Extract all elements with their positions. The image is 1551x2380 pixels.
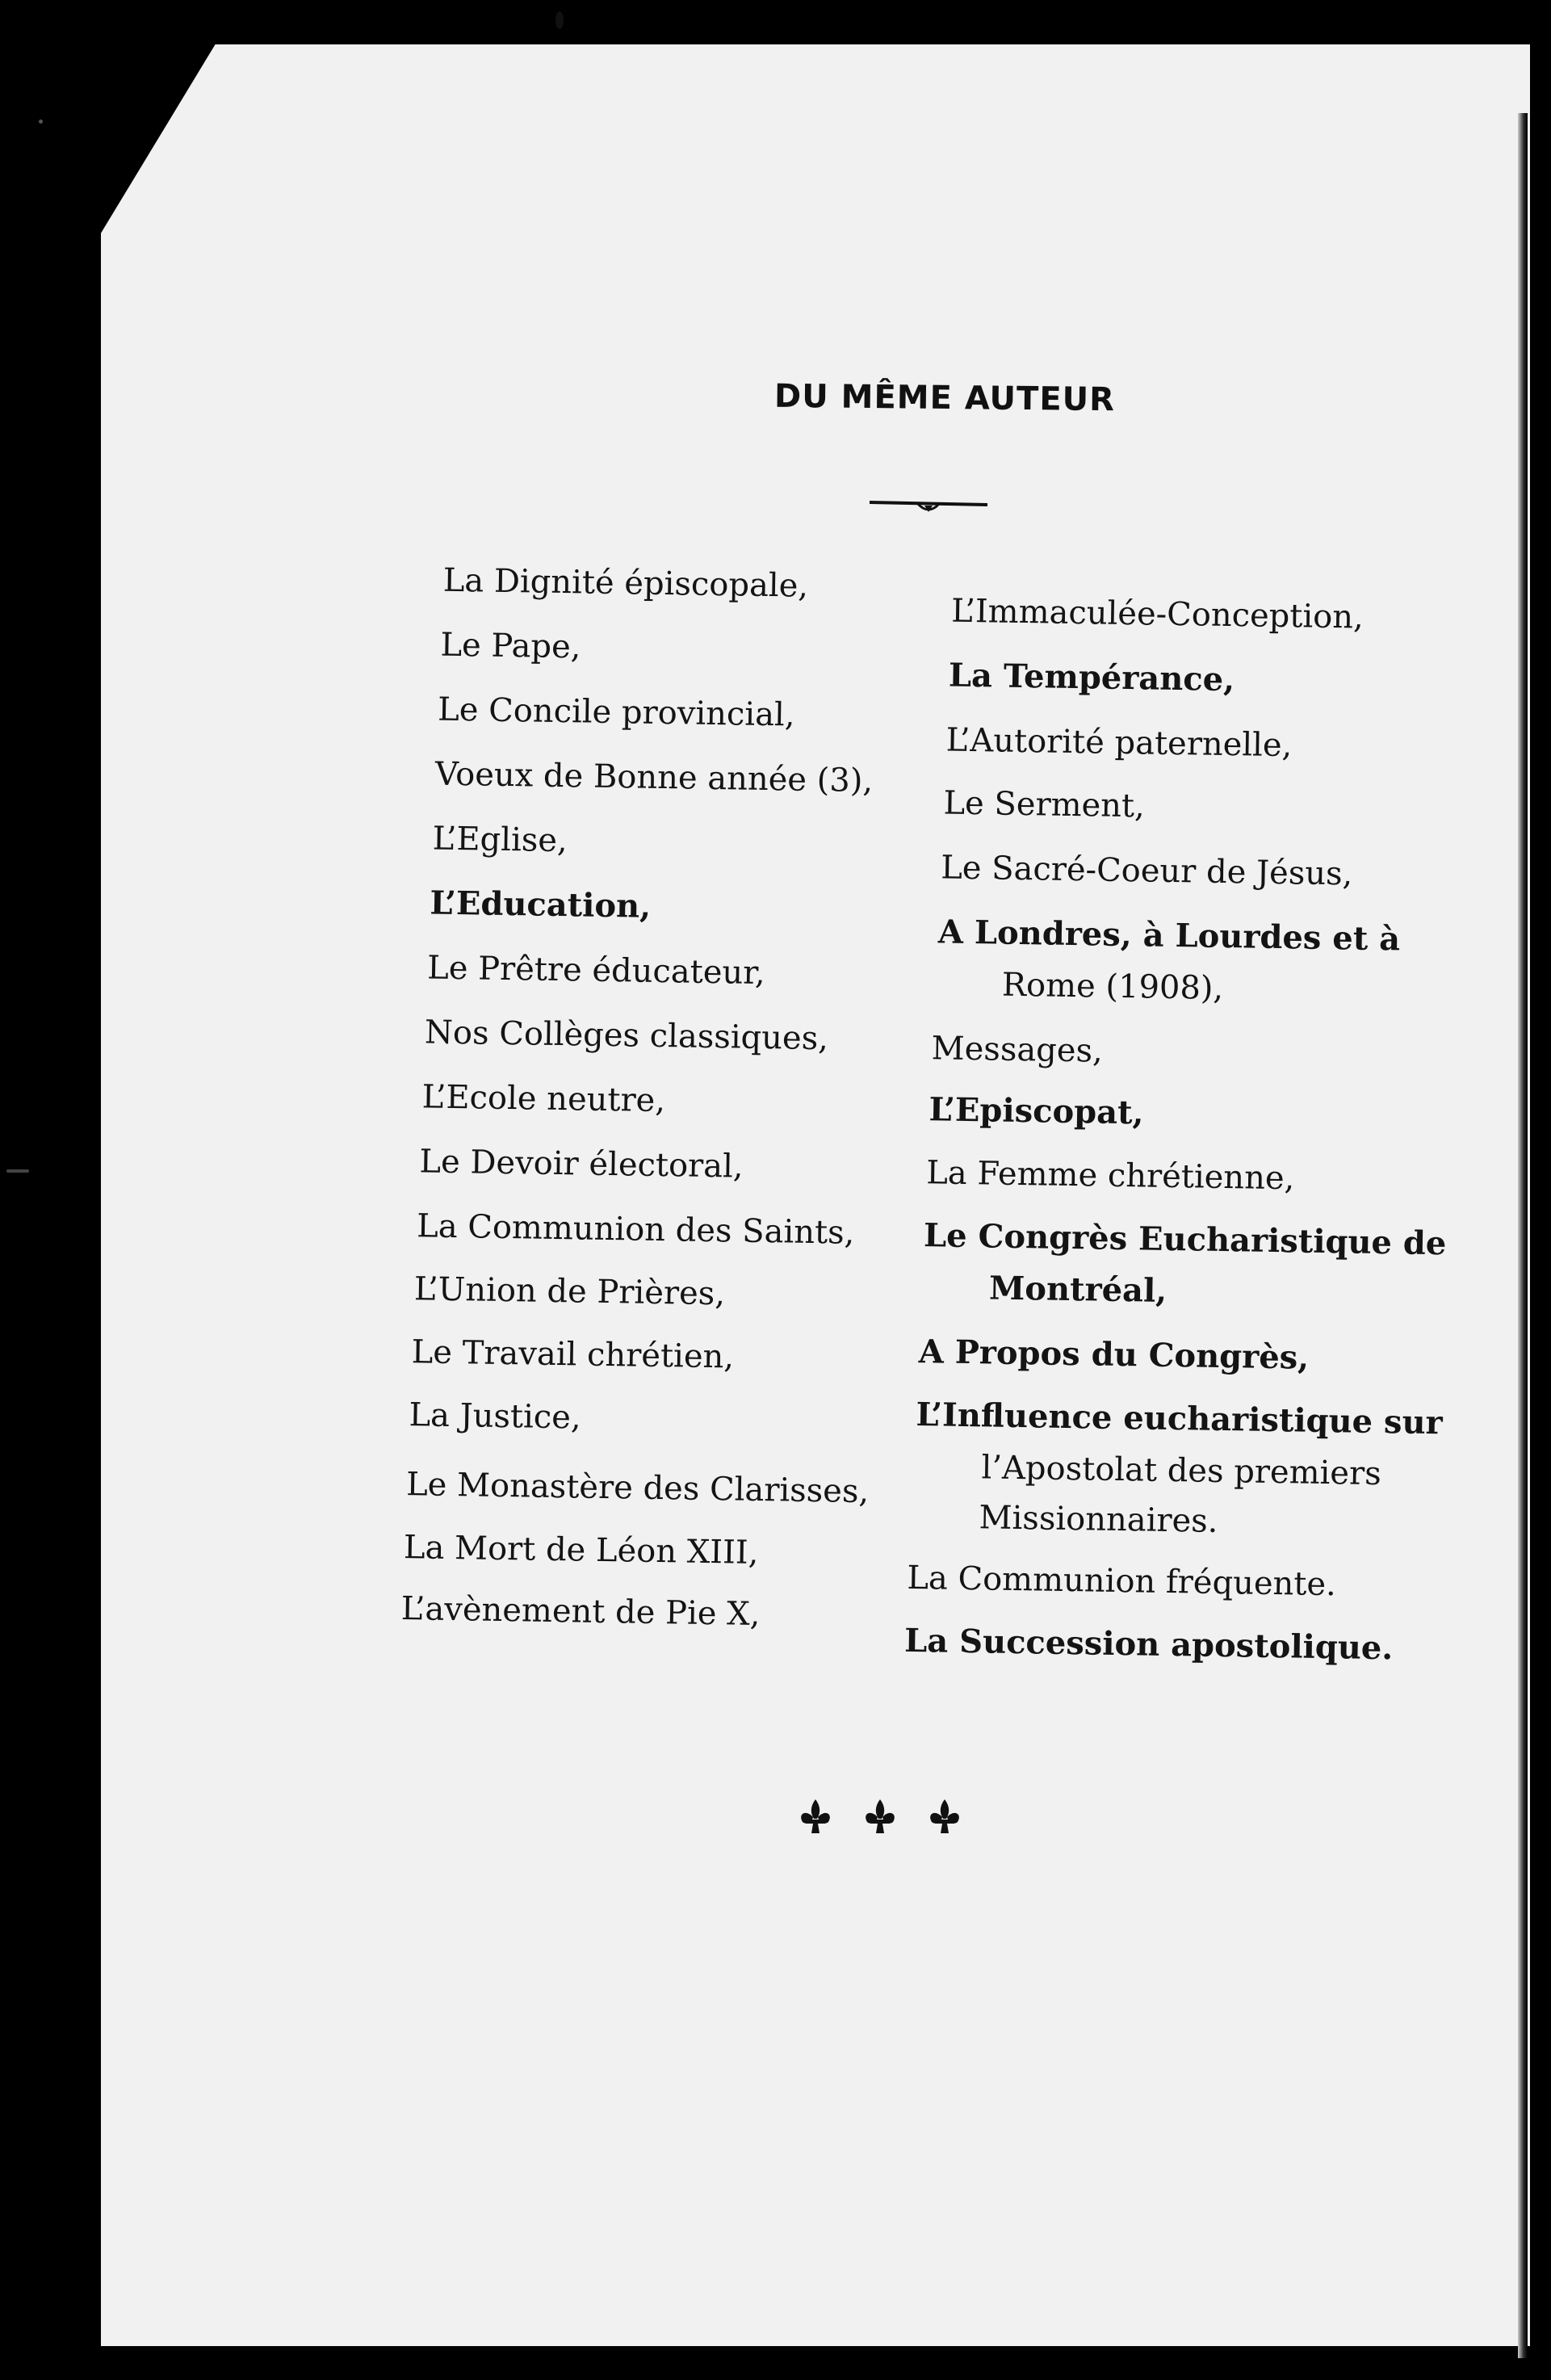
list-item: L’Ecole neutre, <box>421 1078 666 1120</box>
list-item: La Communion fréquente. <box>907 1559 1337 1604</box>
list-item: Missionnaires. <box>979 1499 1218 1540</box>
page-title: DU MÊME AUTEUR <box>773 377 1116 419</box>
list-item: L’Episcopat, <box>929 1090 1144 1132</box>
list-item: L’Eglise, <box>432 820 568 860</box>
list-item: L’Influence eucharistique sur <box>916 1396 1444 1442</box>
list-item: Voeux de Bonne année (3), <box>434 755 874 800</box>
list-item: La Communion des Saints, <box>416 1207 855 1252</box>
list-item: Nos Collèges classiques, <box>424 1014 829 1058</box>
list-item: L’Autorité paternelle, <box>945 721 1293 765</box>
list-item: Le Sacré-Coeur de Jésus, <box>940 849 1353 893</box>
fleur-de-lis-icon <box>787 1793 973 1841</box>
list-item: La Tempérance, <box>948 656 1235 699</box>
list-item: A Londres, à Lourdes et à <box>937 913 1401 959</box>
list-item: La Dignité épiscopale, <box>442 561 809 605</box>
list-item: Montréal, <box>988 1269 1167 1310</box>
list-item: Le Pape, <box>440 626 581 666</box>
list-item: Le Devoir électoral, <box>419 1143 744 1186</box>
list-item: Le Serment, <box>943 784 1146 825</box>
list-item: Le Congrès Eucharistique de <box>923 1216 1447 1263</box>
list-item: A Propos du Congrès, <box>918 1333 1310 1377</box>
list-item: L’Education, <box>430 884 652 926</box>
list-item: Messages, <box>931 1030 1104 1070</box>
list-item: La Succession apostolique. <box>903 1621 1394 1668</box>
list-item: La Justice, <box>409 1396 581 1437</box>
list-item: La Femme chrétienne, <box>925 1154 1295 1198</box>
list-item: L’Immaculée-Conception, <box>950 592 1364 636</box>
list-item: Le Prêtre éducateur, <box>426 949 766 993</box>
list-item: L’avènement de Pie X, <box>400 1590 761 1634</box>
list-item: l’Apostolat des premiers <box>981 1449 1382 1493</box>
list-item: Le Travail chrétien, <box>411 1333 735 1376</box>
list-item: L’Union de Prières, <box>413 1270 726 1313</box>
list-item: La Mort de Léon XIII, <box>403 1529 759 1572</box>
list-item: Le Concile provincial, <box>437 690 795 734</box>
list-item: Rome (1908), <box>1001 966 1224 1007</box>
list-item: Le Monastère des Clarisses, <box>405 1466 870 1511</box>
